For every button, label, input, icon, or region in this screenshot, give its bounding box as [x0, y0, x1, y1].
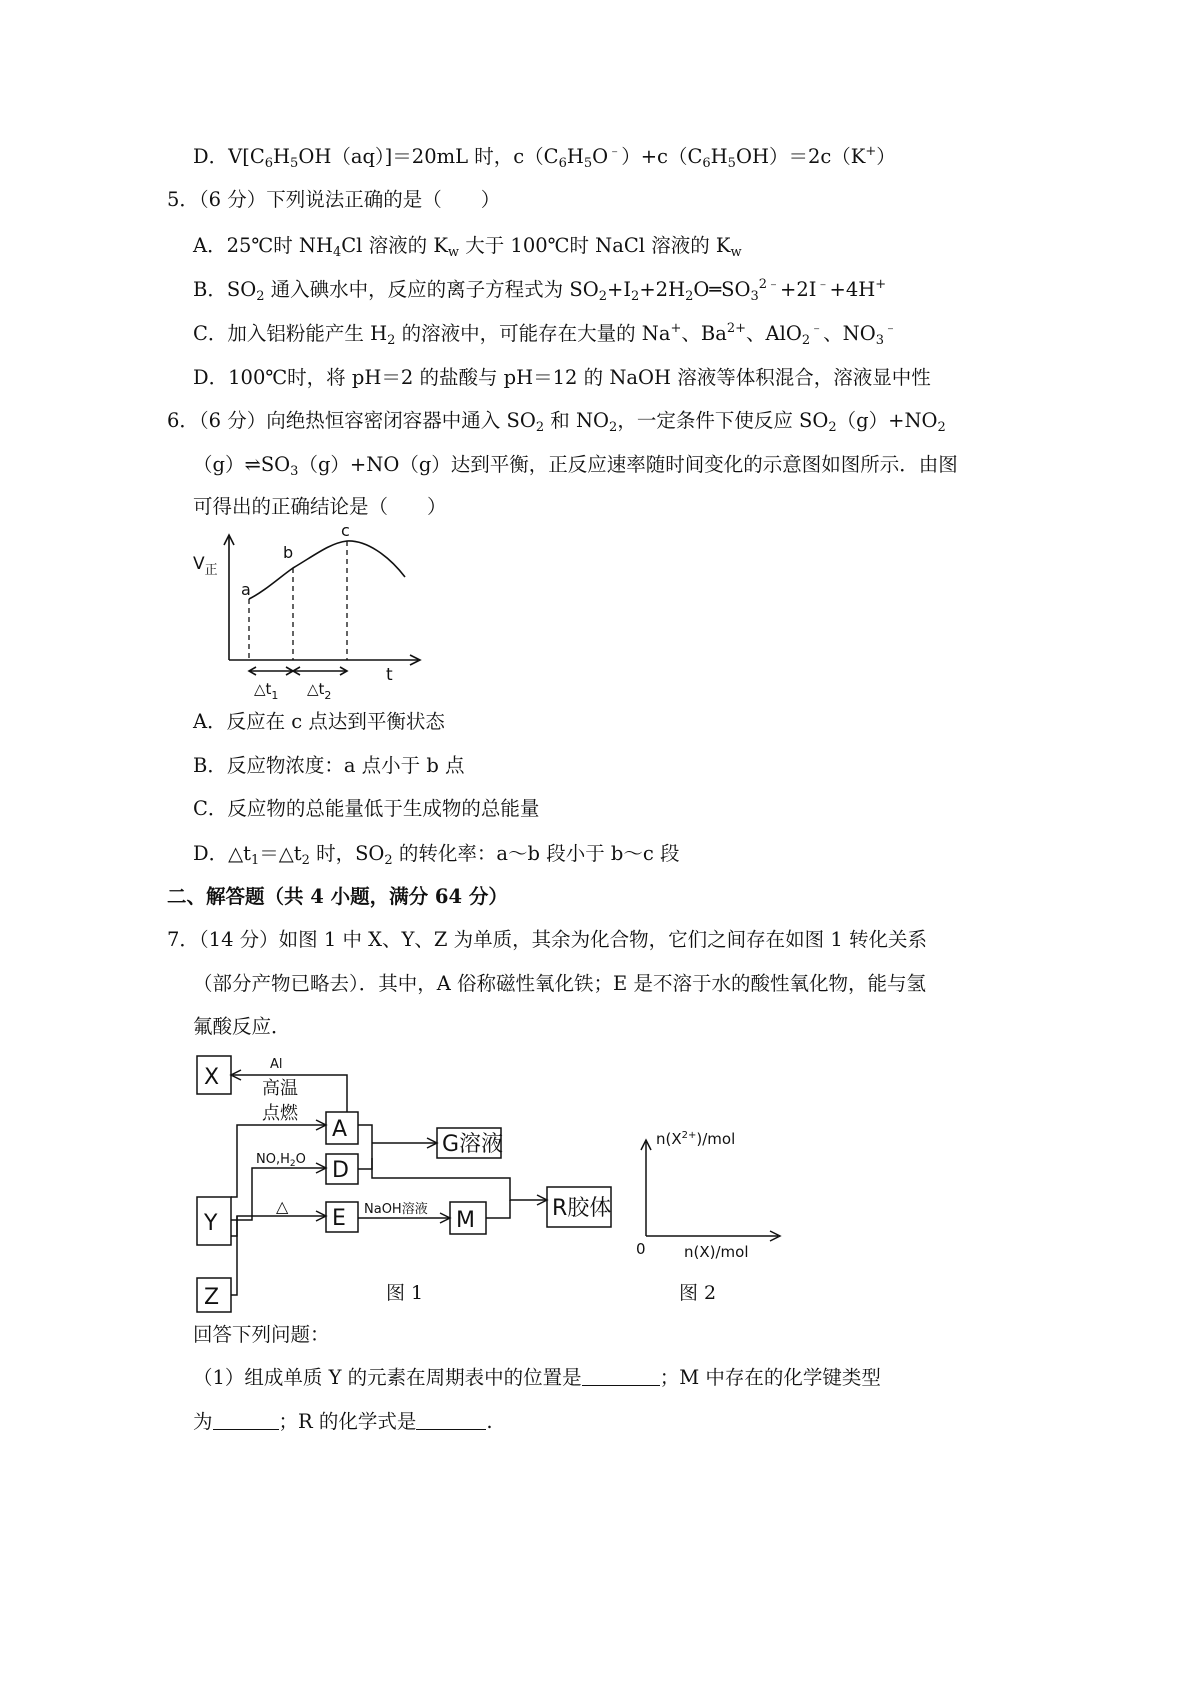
q5-option-a: A．25℃时 $NH_4Cl$ 溶液的 $K_w$ 大于 100℃时 NaCl 溶液的 $K_w$: [193, 234, 742, 260]
q5-stem: 5．（6 分）下列说法正确的是（ ）: [167, 188, 501, 211]
answer-blank-r-formula[interactable]: [416, 1409, 486, 1430]
q6-option-c: C．反应物的总能量低于生成物的总能量: [193, 797, 540, 820]
q6-stem-line3: 可得出的正确结论是（ ）: [193, 495, 447, 518]
figure-2-caption: 图 2: [679, 1282, 717, 1304]
point-c-label: c: [341, 521, 350, 540]
q5-option-b: B．$SO_2$ 通入碘水中，反应的离子方程式为 $SO_2+I_2+2H_2O═SO_3^{2﹣}+2I^﹣+4H^+$: [193, 277, 887, 304]
q6-stem-line2: $(g)\rightleftharpoons SO_3(g)+NO(g)$达到平衡，正反应速率随时间变化的示意图如图所示．由图: [193, 453, 958, 479]
node-m: M: [456, 1208, 475, 1233]
q6-stem-line1: 6．（6 分）向绝热恒容密闭容器中通入 $SO_2$ 和 $NO_2$，一定条件下使反应 $SO_2(g)+NO_2$: [167, 409, 946, 435]
q7-stem-line3: 氟酸反应．: [193, 1015, 291, 1038]
q7-stem-line2: （部分产物已略去）．其中，A 俗称磁性氧化铁；E 是不溶于水的酸性氧化物，能与氢: [193, 972, 926, 995]
dt1-label: $\triangle t_1$: [254, 680, 279, 702]
arrow-m-to-r: [486, 1200, 510, 1218]
node-y: Y: [204, 1211, 218, 1236]
y-axis-label: $V_正$: [193, 554, 218, 578]
label-dianran: 点燃: [262, 1103, 298, 1124]
q7-stem-line1: 7．（14 分）如图 1 中 X、Y、Z 为单质，其余为化合物，它们之间存在如图 1 转化关系: [167, 928, 927, 951]
node-d: D: [332, 1158, 349, 1183]
q6-option-d: D．$\triangle t_1=\triangle t_2$ 时，$SO_2$ 的转化率：a～b 段小于 b～c 段: [193, 842, 680, 868]
label-naoh-solution: NaOH溶液: [364, 1202, 428, 1217]
q6-option-a: A．反应在 c 点达到平衡状态: [193, 710, 445, 733]
node-r-colloid: R胶体: [552, 1196, 612, 1221]
answer-blank-position[interactable]: [582, 1365, 660, 1386]
bracket-a-d: [358, 1125, 372, 1169]
label-al: Al: [270, 1057, 283, 1072]
q4-option-d: D．$V[C_6H_5OH(aq)]=20mL$ 时，$c(C_6H_5O^﹣)+c(C_6H_5OH)=2c(K^+)$: [193, 144, 896, 171]
answer-intro: 回答下列问题：: [193, 1323, 330, 1346]
x-axis-label: t: [386, 665, 393, 685]
figure-2-axes: [634, 1122, 784, 1262]
figure-1-flow-diagram: [192, 1050, 622, 1315]
node-e: E: [332, 1206, 346, 1231]
arrow-d-to-r: [372, 1158, 546, 1200]
answer-blank-bond-type[interactable]: [213, 1409, 279, 1430]
figure-1-caption: 图 1: [386, 1282, 424, 1304]
point-b-label: b: [283, 543, 294, 562]
fig2-x-label: n(X)/mol: [684, 1243, 749, 1261]
node-x: X: [204, 1065, 220, 1090]
fig2-y-label: $n(X^{2+})$/mol: [656, 1130, 736, 1148]
section-heading: 二、解答题（共 4 小题，满分 64 分）: [167, 885, 508, 908]
node-z: Z: [204, 1285, 220, 1310]
label-heat-delta: △: [276, 1197, 289, 1216]
dt2-label: $\triangle t_2$: [307, 680, 332, 702]
q5-option-c: C．加入铝粉能产生 $H_2$ 的溶液中，可能存在大量的 Na+、$Ba^{2+}$、AlO$_2$﹣、$NO_3^﹣$: [193, 321, 898, 348]
point-a-label: a: [241, 580, 251, 599]
q5-option-d: D．100℃时，将 pH＝2 的盐酸与 pH＝12 的 NaOH 溶液等体积混合，溶液显中性: [193, 366, 931, 389]
rate-curve: [249, 541, 405, 599]
arrow-z-to-e: [231, 1216, 237, 1295]
node-a: A: [332, 1117, 348, 1142]
label-gaowen: 高温: [262, 1078, 298, 1099]
label-no-h2o: $NO,H_2O$: [256, 1152, 306, 1169]
rate-time-graph: [190, 521, 430, 710]
q7-sub1-line1: （1）组成单质 Y 的元素在周期表中的位置是 ；M 中存在的化学键类型: [193, 1366, 881, 1389]
node-g-solution: G溶液: [442, 1132, 504, 1157]
arrow-y-to-e: [231, 1216, 325, 1236]
fig2-origin: 0: [636, 1240, 646, 1258]
q7-sub1-line2: 为 ；R 的化学式是 .: [193, 1410, 493, 1433]
q6-option-b: B．反应物浓度：a 点小于 b 点: [193, 754, 465, 777]
